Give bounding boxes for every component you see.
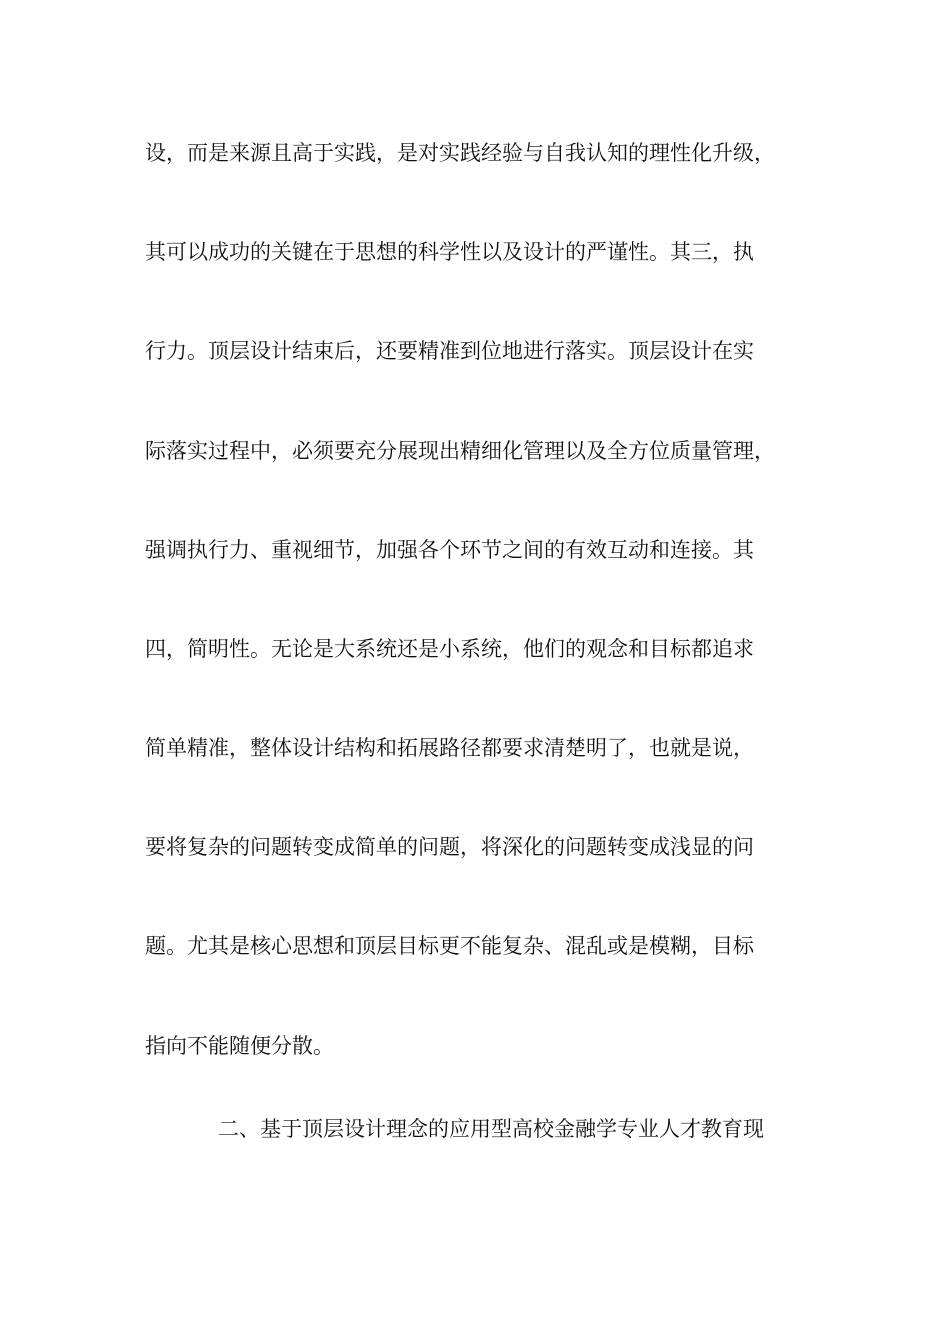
body-text-line-10: 指向不能随便分散。 [145,1034,334,1058]
body-text-line-8: 要将复杂的问题转变成简单的问题，将深化的问题转变成浅显的问 [145,835,754,859]
body-text-line-5: 强调执行力、重视细节，加强各个环节之间的有效互动和连接。其 [145,538,754,562]
body-text-line-1: 设，而是来源且高于实践，是对实践经验与自我认知的理性化升级， [145,141,775,165]
body-text-line-3: 行力。顶层设计结束后，还要精准到位地进行落实。顶层设计在实 [145,339,754,363]
body-text-line-4: 际落实过程中，必须要充分展现出精细化管理以及全方位质量管理， [145,439,775,463]
body-text-line-2: 其可以成功的关键在于思想的科学性以及设计的严谨性。其三，执 [145,240,754,264]
body-text-line-6: 四，简明性。无论是大系统还是小系统，他们的观念和目标都追求 [145,637,754,661]
section-heading: 二、基于顶层设计理念的应用型高校金融学专业人才教育现 [218,1117,764,1141]
body-text-line-9: 题。尤其是核心思想和顶层目标更不能复杂、混乱或是模糊，目标 [145,934,754,958]
body-text-line-7: 简单精准，整体设计结构和拓展路径都要求清楚明了，也就是说， [145,736,754,760]
